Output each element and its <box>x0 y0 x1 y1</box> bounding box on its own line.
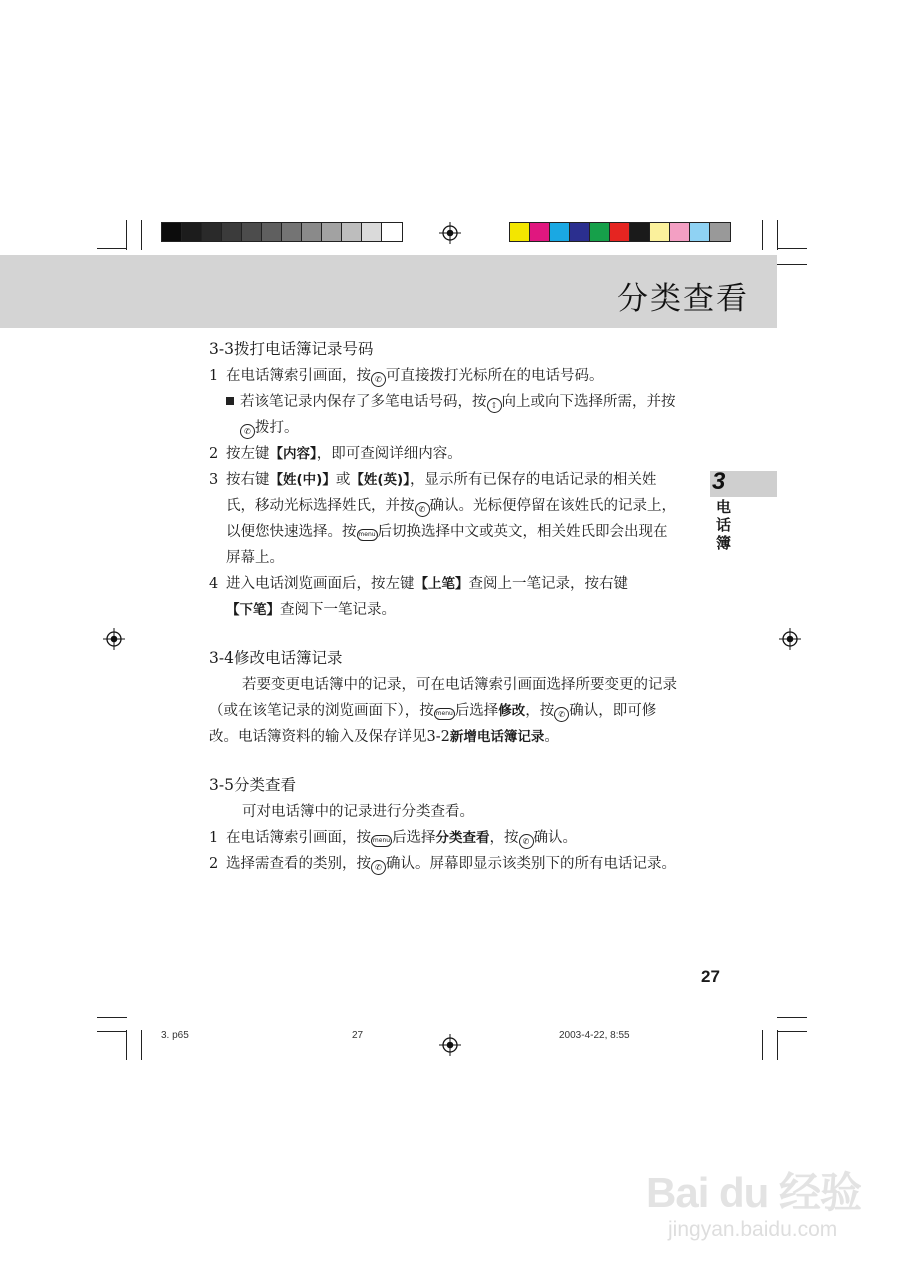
chapter-name-char: 话 <box>716 516 732 534</box>
item-text: 在电话簿索引画面，按 <box>226 368 371 384</box>
send-key-icon: ✆ <box>371 860 386 875</box>
list-item-continued <box>209 519 697 545</box>
paragraph-line <box>209 724 697 750</box>
color-calibration-bar <box>509 222 731 242</box>
item-text: 可直接拨打光标所在的电话号码。 <box>386 368 604 384</box>
item-text: 后切换选择中文或英文，相关姓氏即会出现在 <box>377 524 668 540</box>
item-text: ，按 <box>489 830 519 846</box>
crop-mark <box>777 264 807 265</box>
nav-key-icon: ↕ <box>487 398 502 413</box>
registration-mark-icon <box>779 628 801 650</box>
color-swatch <box>650 223 670 241</box>
crop-mark <box>762 1030 763 1060</box>
item-text: 拨打。 <box>255 420 299 436</box>
watermark-url: jingyan.baidu.com <box>668 1218 838 1241</box>
item-number: 2 <box>209 856 219 872</box>
gray-swatch <box>322 223 342 241</box>
send-key-icon: ✆ <box>519 834 534 849</box>
item-text: 按右键 <box>226 472 270 488</box>
color-swatch <box>550 223 570 241</box>
bullet-item <box>209 389 697 415</box>
gray-swatch <box>362 223 382 241</box>
list-item-continued: 屏幕上。 <box>226 550 284 566</box>
item-text: 后选择 <box>392 830 436 846</box>
menu-option-label: 分类查看 <box>435 830 490 846</box>
paragraph-line: 若要变更电话簿中的记录，可在电话簿索引画面选择所要变更的记录 <box>242 677 677 693</box>
item-text: 查阅上一笔记录，按右键 <box>468 576 628 592</box>
watermark-logo: Bai du 经验 <box>646 1169 862 1216</box>
list-item <box>209 571 697 597</box>
item-text: 确认。光标便停留在该姓氏的记录上， <box>429 498 676 514</box>
list-item <box>209 825 697 851</box>
chapter-name <box>716 498 732 552</box>
chapter-number: 3 <box>712 468 726 495</box>
item-text: 以便您快速选择。按 <box>226 524 357 540</box>
crop-mark <box>777 1031 807 1032</box>
softkey-label: 【内容】 <box>269 446 317 462</box>
gray-swatch <box>162 223 182 241</box>
crop-mark <box>777 1017 807 1018</box>
cross-reference: 新增电话簿记录 <box>449 729 545 745</box>
crop-mark <box>762 220 763 250</box>
softkey-label: 【姓(英)】 <box>350 472 410 488</box>
paragraph-line <box>209 698 697 724</box>
chapter-name-char: 簿 <box>716 534 732 552</box>
paragraph-line: 可对电话簿中的记录进行分类查看。 <box>242 804 474 820</box>
color-swatch <box>670 223 690 241</box>
item-number: 4 <box>209 576 219 592</box>
footer-date: 2003-4-22, 8:55 <box>559 1030 630 1041</box>
section-heading: 3-5分类查看 <box>209 776 296 794</box>
crop-mark <box>97 248 127 249</box>
gray-swatch <box>262 223 282 241</box>
gray-swatch <box>222 223 242 241</box>
item-text: 确认。屏幕即显示该类别下的所有电话记录。 <box>386 856 676 872</box>
color-swatch <box>690 223 710 241</box>
section-heading: 3-4修改电话簿记录 <box>209 649 343 667</box>
footer-page: 27 <box>352 1030 364 1041</box>
color-swatch <box>630 223 650 241</box>
item-text: ，即可查阅详细内容。 <box>316 446 462 462</box>
list-item <box>209 441 697 467</box>
item-text: 后选择 <box>454 703 499 719</box>
bullet-item-continued <box>209 415 697 441</box>
gray-swatch <box>342 223 362 241</box>
crop-mark <box>777 1030 778 1060</box>
item-text: 或 <box>335 472 351 488</box>
item-text: 若该笔记录内保存了多笔电话号码，按 <box>240 394 487 410</box>
item-text: 向上或向下选择所需，并按 <box>501 394 676 410</box>
item-number: 1 <box>209 368 219 384</box>
registration-mark-icon <box>439 222 461 244</box>
chapter-name-char: 电 <box>716 498 732 516</box>
color-swatch <box>510 223 530 241</box>
footer-filename: 3. p65 <box>161 1030 189 1041</box>
menu-key-icon: menu <box>434 708 455 720</box>
list-item <box>209 467 697 493</box>
crop-mark <box>97 1031 127 1032</box>
list-item-continued <box>209 493 697 519</box>
item-text: 改。电话簿资料的输入及保存详见3-2 <box>209 729 450 745</box>
gray-swatch <box>302 223 322 241</box>
color-swatch <box>590 223 610 241</box>
menu-option-label: 修改 <box>498 703 526 719</box>
page-number: 27 <box>701 967 720 986</box>
softkey-label: 【上笔】 <box>414 576 469 592</box>
gray-swatch <box>282 223 302 241</box>
gray-swatch <box>182 223 202 241</box>
crop-mark <box>97 1017 127 1018</box>
item-text: 按左键 <box>226 446 270 462</box>
crop-mark <box>126 1030 127 1060</box>
section-heading: 3-3拨打电话簿记录号码 <box>209 340 374 358</box>
softkey-label: 【下笔】 <box>226 602 280 618</box>
color-swatch <box>610 223 630 241</box>
gray-swatch <box>202 223 222 241</box>
crop-mark <box>126 220 127 250</box>
item-text: ，显示所有已保存的电话记录的相关姓 <box>409 472 657 488</box>
gray-swatch <box>382 223 402 241</box>
item-text: 确认，即可修 <box>569 703 657 719</box>
gray-swatch <box>242 223 262 241</box>
item-text: ，按 <box>525 703 555 719</box>
item-number: 2 <box>209 446 219 462</box>
item-text: 查阅下一笔记录。 <box>280 602 396 618</box>
item-text: 选择需查看的类别，按 <box>226 856 371 872</box>
color-swatch <box>570 223 590 241</box>
list-item <box>209 851 697 877</box>
gray-calibration-bar <box>161 222 403 242</box>
item-text: （或在该笔记录的浏览画面下），按 <box>209 703 434 719</box>
softkey-label: 【姓(中)】 <box>269 472 336 488</box>
list-item-continued <box>209 597 697 623</box>
crop-mark <box>777 220 778 250</box>
item-number: 3 <box>209 472 219 488</box>
send-key-icon: ✆ <box>240 424 255 439</box>
crop-mark <box>141 220 142 250</box>
menu-key-icon: menu <box>371 835 392 847</box>
item-text: 确认。 <box>533 830 577 846</box>
crop-mark <box>777 248 807 249</box>
main-content <box>209 336 697 877</box>
color-swatch <box>530 223 550 241</box>
list-item <box>209 363 697 389</box>
registration-mark-icon <box>439 1034 461 1056</box>
send-key-icon: ✆ <box>415 502 430 517</box>
header-band <box>0 255 777 328</box>
send-key-icon: ✆ <box>371 372 386 387</box>
send-key-icon: ✆ <box>554 707 569 722</box>
item-text: 进入电话浏览画面后，按左键 <box>226 576 415 592</box>
item-text: 氏，移动光标选择姓氏，并按 <box>226 498 415 514</box>
page-title: 分类查看 <box>617 281 749 317</box>
crop-mark <box>141 1030 142 1060</box>
item-text: 。 <box>544 729 559 745</box>
item-text: 在电话簿索引画面，按 <box>226 830 371 846</box>
color-swatch <box>710 223 730 241</box>
menu-key-icon: menu <box>357 529 378 541</box>
item-number: 1 <box>209 830 219 846</box>
registration-mark-icon <box>103 628 125 650</box>
bullet-square-icon <box>226 397 234 405</box>
